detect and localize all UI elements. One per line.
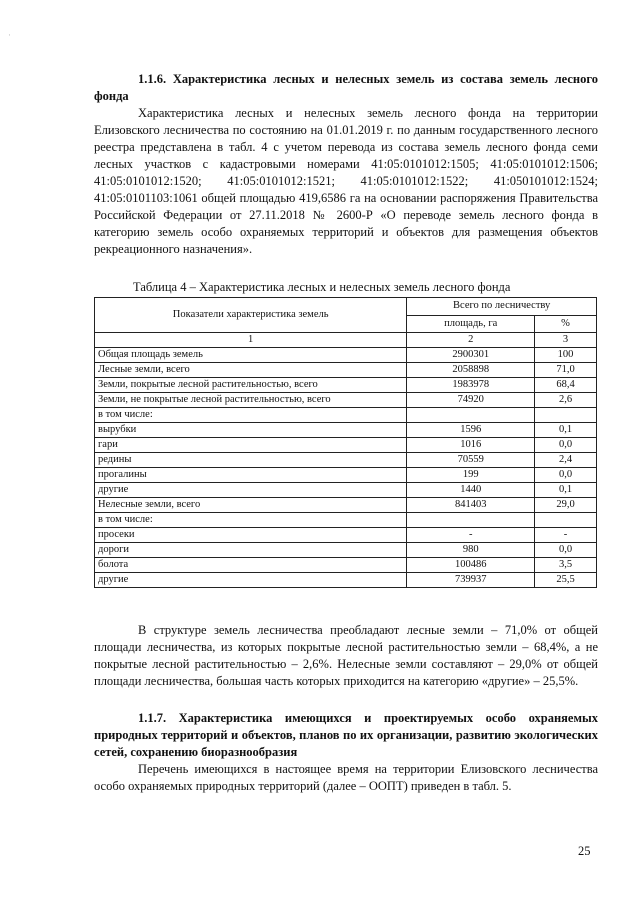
table-row [95,573,597,588]
row-label: просеки [95,528,407,543]
row-area: 1596 [407,423,535,438]
row-label: Нелесные земли, всего [95,498,407,513]
row-label: другие [95,573,407,588]
row-area [407,408,535,423]
row-percent: 0,0 [535,438,597,453]
row-area: 100486 [407,558,535,573]
row-percent: 68,4 [535,378,597,393]
page-number: 25 [578,844,591,858]
row-percent: 0,1 [535,483,597,498]
table-row [95,438,597,453]
table-row [95,363,597,378]
column-header-area: площадь, га [407,315,535,333]
column-header-percent: % [535,315,597,333]
row-label: в том числе: [95,513,407,528]
row-area: 1016 [407,438,535,453]
row-percent: 100 [535,348,597,363]
table-row [95,408,597,423]
row-label: болота [95,558,407,573]
row-percent: 2,4 [535,453,597,468]
row-area: 2900301 [407,348,535,363]
table-row [95,378,597,393]
row-label: Земли, покрытые лесной растительностью, всего [95,378,407,393]
column-header-indicators: Показатели характеристика земель [95,298,407,333]
row-area: 74920 [407,393,535,408]
row-area: - [407,528,535,543]
row-label: Общая площадь земель [95,348,407,363]
table-caption: Таблица 4 – Характеристика лесных и нелесных земель лесного фонда [133,280,511,294]
column-number: 2 [407,333,535,348]
row-area [407,513,535,528]
row-area: 841403 [407,498,535,513]
row-label: Лесные земли, всего [95,363,407,378]
row-area: 1440 [407,483,535,498]
row-percent: 0,0 [535,543,597,558]
section-heading-1-1-6: 1.1.6. Характеристика лесных и нелесных земель из состава земель лесного фонда [94,72,598,103]
table-row [95,483,597,498]
summary-paragraph: В структуре земель лесничества преобладают лесные земли – 71,0% от общей площади лесничества, из которых покрытые лесной растительностью земли – 68,4%, а не покрытые лесной растительностью – 2,6%. Нелесные земли составляют – 29,0% от общей площади лесничества, большая часть которых приходится на категорию «другие» – 25,5%. [94,623,598,688]
scan-mark: · [8,30,11,40]
row-area: 980 [407,543,535,558]
column-number: 3 [535,333,597,348]
row-percent: 0,0 [535,468,597,483]
row-percent: 25,5 [535,573,597,588]
table-row [95,558,597,573]
land-characteristics-table [94,297,597,588]
section-paragraph-2: Перечень имеющихся в настоящее время на территории Елизовского лесничества особо охраняемых природных территорий (далее – ООПТ) приведен в табл. 5. [94,762,598,793]
row-area: 70559 [407,453,535,468]
table-row [95,423,597,438]
row-percent: - [535,528,597,543]
table-row [95,543,597,558]
row-label: прогалины [95,468,407,483]
row-label: другие [95,483,407,498]
row-percent: 29,0 [535,498,597,513]
row-label: гари [95,438,407,453]
row-percent [535,408,597,423]
row-label: редины [95,453,407,468]
table-row [95,468,597,483]
section-paragraph-1: Характеристика лесных и нелесных земель лесного фонда на территории Елизовского лесничества по состоянию на 01.01.2019 г. по данным государственного лесного реестра представлена в табл. 4 с учетом перевода из состава земель лесного фонда семи лесных участков с кадастровыми номерами 41:05:0101012:1505; 41:05:0101012:1506; 41:05:0101012:1520; 41:05:0101012:1521; 41:05:0101012:1522; 41:050101012:1524; 41:05:0101103:1061 общей площадью 419,6586 га на основании распоряжения Правительства Российской Федерации от 27.11.2018 № 2600-Р «О переводе земель лесного фонда в категорию земель особо охраняемых территорий и объектов для размещения объектов рекреационного назначения». [94,106,598,256]
row-percent: 2,6 [535,393,597,408]
row-percent: 71,0 [535,363,597,378]
row-area: 1983978 [407,378,535,393]
table-row [95,348,597,363]
row-percent [535,513,597,528]
column-group-header-total: Всего по лесничеству [407,298,597,316]
row-label: в том числе: [95,408,407,423]
row-area: 739937 [407,573,535,588]
table-row [95,513,597,528]
row-label: вырубки [95,423,407,438]
row-label: Земли, не покрытые лесной растительностью, всего [95,393,407,408]
section-heading-1-1-7: 1.1.7. Характеристика имеющихся и проектируемых особо охраняемых природных территорий и объектов, планов по их организации, развитию экологических сетей, сохранению биоразнообразия [94,711,598,759]
row-percent: 0,1 [535,423,597,438]
row-percent: 3,5 [535,558,597,573]
row-area: 2058898 [407,363,535,378]
table-row [95,528,597,543]
row-area: 199 [407,468,535,483]
table-row [95,453,597,468]
table-row [95,393,597,408]
column-number: 1 [95,333,407,348]
row-label: дороги [95,543,407,558]
table-row [95,498,597,513]
